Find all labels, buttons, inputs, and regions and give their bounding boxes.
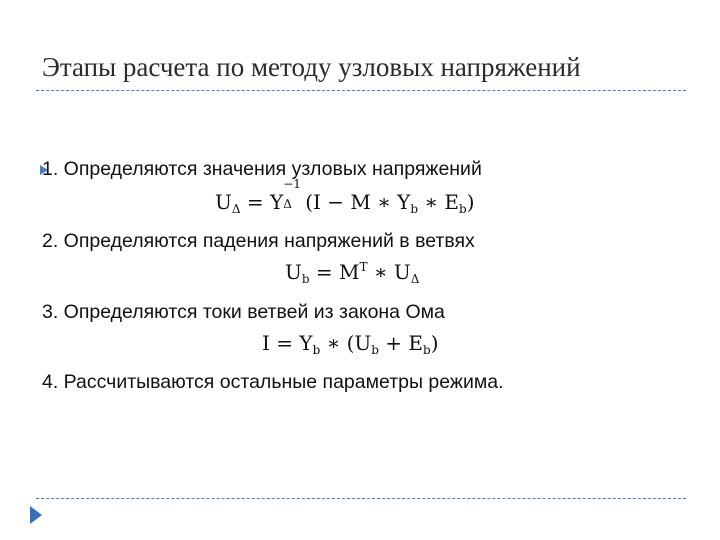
- step-2: 2. Определяются падения напряжений в ветвях: [42, 230, 475, 252]
- step-1: 1. Определяются значения узловых напряжений: [42, 158, 482, 180]
- slide-title: Этапы расчета по методу узловых напряжений: [42, 52, 581, 82]
- formula-branch-currents: $I = Y_b$ ∗ $(U_b + E_b)$: [262, 331, 439, 357]
- formula-branch-voltage-drops: $U_b = M^T$ ∗ $U_\Delta$: [285, 260, 420, 286]
- footer-divider: [36, 498, 686, 499]
- title-divider: [36, 90, 686, 91]
- next-slide-arrow-icon[interactable]: [30, 506, 42, 524]
- step-4: 4. Рассчитываются остальные параметры режима.: [42, 371, 504, 393]
- formula-node-voltages: $U_\Delta = Y$ −1 Δ (I − M ∗ $Y_b$ ∗ $E_b$): [215, 177, 475, 216]
- step-3: 3. Определяются токи ветвей из закона Ома: [42, 301, 445, 323]
